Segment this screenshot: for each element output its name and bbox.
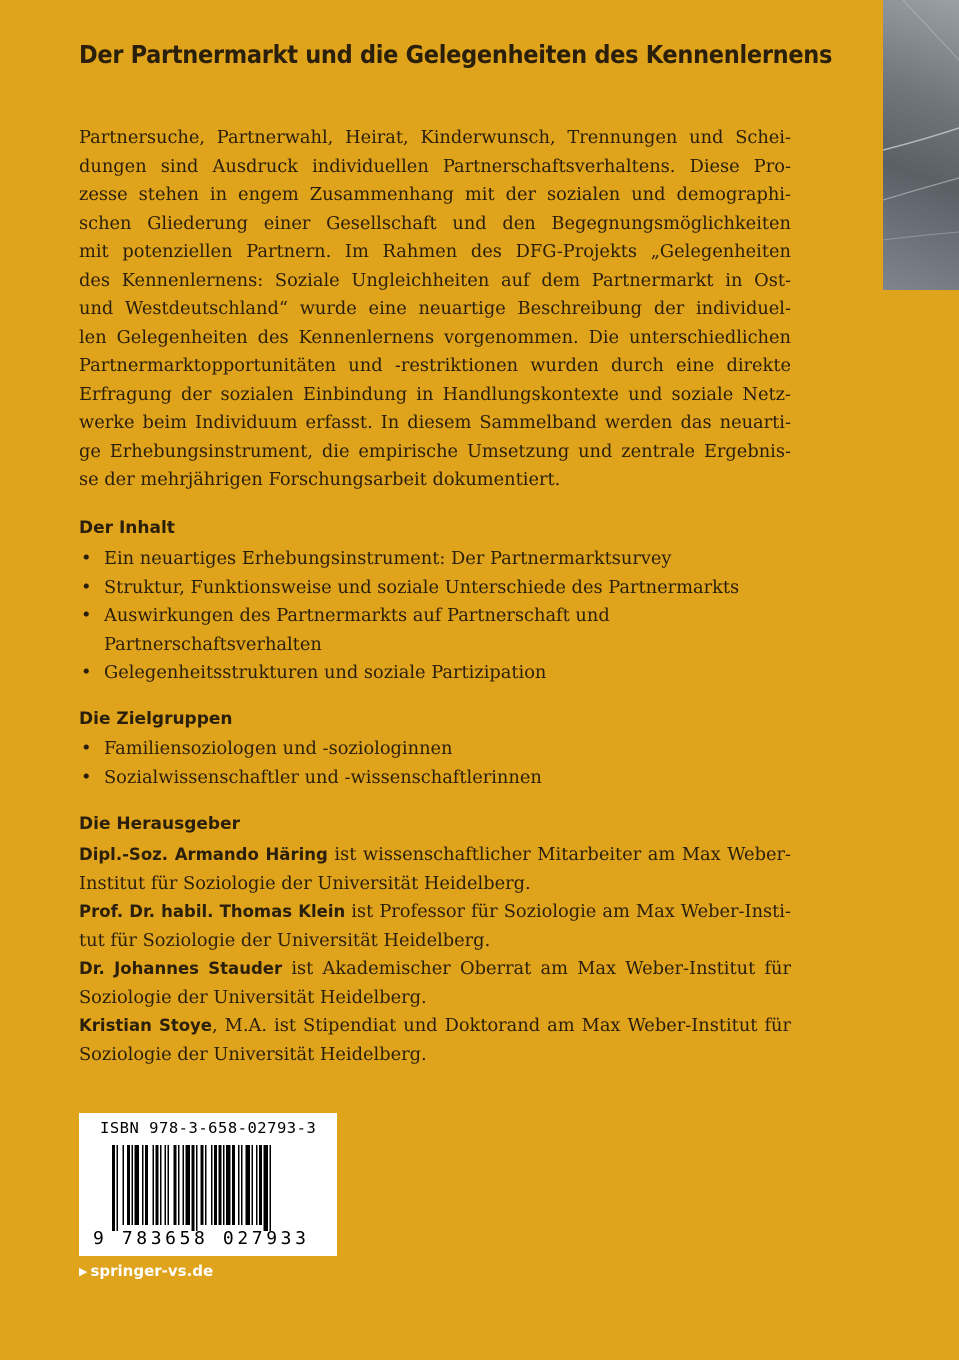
barcode-bar (183, 1145, 185, 1225)
description-line: zesse stehen in engem Zusammenhang mit der sozialen und demographi- (79, 184, 791, 205)
barcode-bar (156, 1145, 159, 1225)
description-line: schen Gliederung einer Gesellschaft und den Begegnungsmöglichkeiten (79, 212, 791, 234)
editor-name: Dipl.-Soz. Armando Häring (79, 845, 328, 864)
corner-graphic-panel (883, 0, 959, 290)
corner-graphic-lines (883, 0, 959, 290)
contents-item-text: Ein neuartiges Erhebungsinstrument: Der Partnermarktsurvey (104, 548, 672, 569)
description-line: len Gelegenheiten des Kennenlernens vorgenommen. Die unterschiedlichen (79, 326, 791, 348)
description-line: se der mehrjährigen Forschungsarbeit dokumentiert. (79, 469, 561, 490)
barcode-bar (160, 1145, 162, 1225)
editor-description: ist Professor für Soziologie am Max Weber-Insti- (345, 901, 791, 922)
barcode-bar (252, 1145, 254, 1225)
editor-name: Kristian Stoye (79, 1016, 212, 1035)
editor-entry (79, 841, 791, 870)
bullet-icon: • (81, 738, 92, 759)
editor-description: ist wissenschaftlicher Mitarbeiter am Max Weber- (327, 844, 791, 865)
description-line: und Westdeutschland“ wurde eine neuartige Beschreibung der individuel- (79, 298, 791, 319)
editor-entry (79, 955, 791, 984)
contents-item-text: Auswirkungen des Partnermarkts auf Partnerschaft und (104, 605, 610, 626)
barcode-bar (153, 1145, 155, 1225)
barcode-bar (168, 1145, 170, 1225)
audience-item-text: Familiensoziologen und -soziologinnen (104, 738, 453, 759)
description-line: Partnersuche, Partnerwahl, Heirat, Kinderwunsch, Trennungen und Schei- (79, 127, 791, 148)
contents-item-text: Gelegenheitsstrukturen und soziale Partizipation (104, 662, 547, 683)
editor-entry (79, 898, 791, 927)
barcode-bar (145, 1145, 148, 1225)
barcode-bar (241, 1145, 243, 1225)
contents-item-text: Partnerschaftsverhalten (104, 633, 322, 655)
bullet-icon: • (81, 576, 92, 598)
barcode-bar (246, 1145, 251, 1225)
barcode-bar (214, 1145, 217, 1225)
barcode-bar (112, 1145, 115, 1231)
audience-list (79, 735, 799, 792)
barcode-bar (201, 1145, 204, 1225)
barcode-bar (132, 1145, 134, 1225)
barcode-bar (270, 1145, 272, 1231)
barcode-bar (223, 1145, 225, 1225)
isbn-label: ISBN 978-3-658-02793-3 (100, 1119, 317, 1137)
barcode-bar (127, 1145, 130, 1225)
editor-entry (79, 1012, 791, 1041)
barcode-bar (174, 1145, 177, 1225)
description-line: mit potenziellen Partnern. Im Rahmen des DFG-Projekts „Gelegenheiten (79, 241, 791, 262)
barcode-bar (123, 1145, 125, 1225)
editors-list (79, 841, 791, 1069)
barcode-digits: 9 783658 027933 (93, 1228, 310, 1249)
editor-name: Dr. Johannes Stauder (79, 959, 283, 978)
barcode-bar (117, 1145, 119, 1231)
editor-description: , M.A. ist Stipendiat und Doktorand am Max Weber-Institut für (212, 1015, 791, 1036)
book-description (79, 124, 791, 495)
contents-item (79, 574, 799, 603)
editor-name: Prof. Dr. habil. Thomas Klein (79, 902, 346, 921)
barcode-bar (178, 1145, 180, 1225)
audience-item (79, 735, 799, 764)
barcode-bar (142, 1145, 144, 1225)
description-line: des Kennenlernens: Soziale Ungleichheiten auf dem Partnermarkt in Ost- (79, 269, 791, 291)
editor-description-line: tut für Soziologie der Universität Heidelberg. (79, 929, 491, 951)
contents-item (79, 545, 799, 574)
barcode-bar (232, 1145, 235, 1225)
barcode-bar (205, 1145, 207, 1225)
description-line: Partnermarktopportunitäten und -restriktionen wurden durch eine direkte (79, 355, 791, 376)
barcode-bar (256, 1145, 258, 1225)
contents-item (79, 602, 799, 659)
bullet-icon: • (81, 548, 92, 569)
editor-description: ist Akademischer Oberrat am Max Weber-Institut für (282, 958, 792, 979)
description-line: werke beim Individuum erfasst. In diesem Sammelband werden das neuarti- (79, 412, 791, 433)
barcode-bar (196, 1145, 198, 1231)
barcode-bar (264, 1145, 269, 1231)
bullet-icon: • (81, 766, 92, 788)
audience-item-text: Sozialwissenschaftler und -wissenschaftlerinnen (104, 766, 542, 788)
triangle-right-icon: ▶ (79, 1265, 88, 1278)
isbn-barcode (79, 1113, 337, 1256)
barcode-bar (135, 1145, 140, 1225)
barcode-bar (186, 1145, 191, 1225)
barcode-bar (219, 1145, 222, 1225)
contents-list (79, 545, 799, 688)
description-line: dungen sind Ausdruck individuellen Partnerschaftsverhaltens. Diese Pro- (79, 155, 791, 177)
barcode-bar (226, 1145, 231, 1225)
editor-description-line: Institut für Soziologie der Universität Heidelberg. (79, 872, 531, 894)
editor-description-line: Soziologie der Universität Heidelberg. (79, 986, 427, 1008)
barcode-bar (165, 1145, 167, 1225)
contents-item-text: Struktur, Funktionsweise und soziale Unterschiede des Partnermarkts (104, 576, 740, 598)
description-line: Erfragung der sozialen Einbindung in Handlungskontexte und soziale Netz- (79, 383, 791, 405)
contents-heading: Der Inhalt (79, 518, 175, 538)
barcode-bar (238, 1145, 240, 1225)
contents-item (79, 659, 799, 688)
audience-item (79, 764, 799, 793)
barcode-bar (259, 1145, 262, 1225)
book-title: Der Partnermarkt und die Gelegenheiten des Kennenlernens (79, 40, 833, 69)
audience-heading: Die Zielgruppen (79, 709, 233, 729)
barcode-bar (211, 1145, 213, 1225)
editors-heading: Die Herausgeber (79, 814, 241, 834)
publisher-website[interactable] (79, 1262, 213, 1280)
editor-description-line: Soziologie der Universität Heidelberg. (79, 1043, 427, 1065)
bullet-icon: • (81, 605, 92, 626)
publisher-website-text: springer-vs.de (90, 1262, 214, 1280)
bullet-icon: • (81, 662, 92, 683)
barcode-bar (192, 1145, 195, 1231)
description-line: ge Erhebungsinstrument, die empirische Umsetzung und zentrale Ergebnis- (79, 440, 791, 462)
